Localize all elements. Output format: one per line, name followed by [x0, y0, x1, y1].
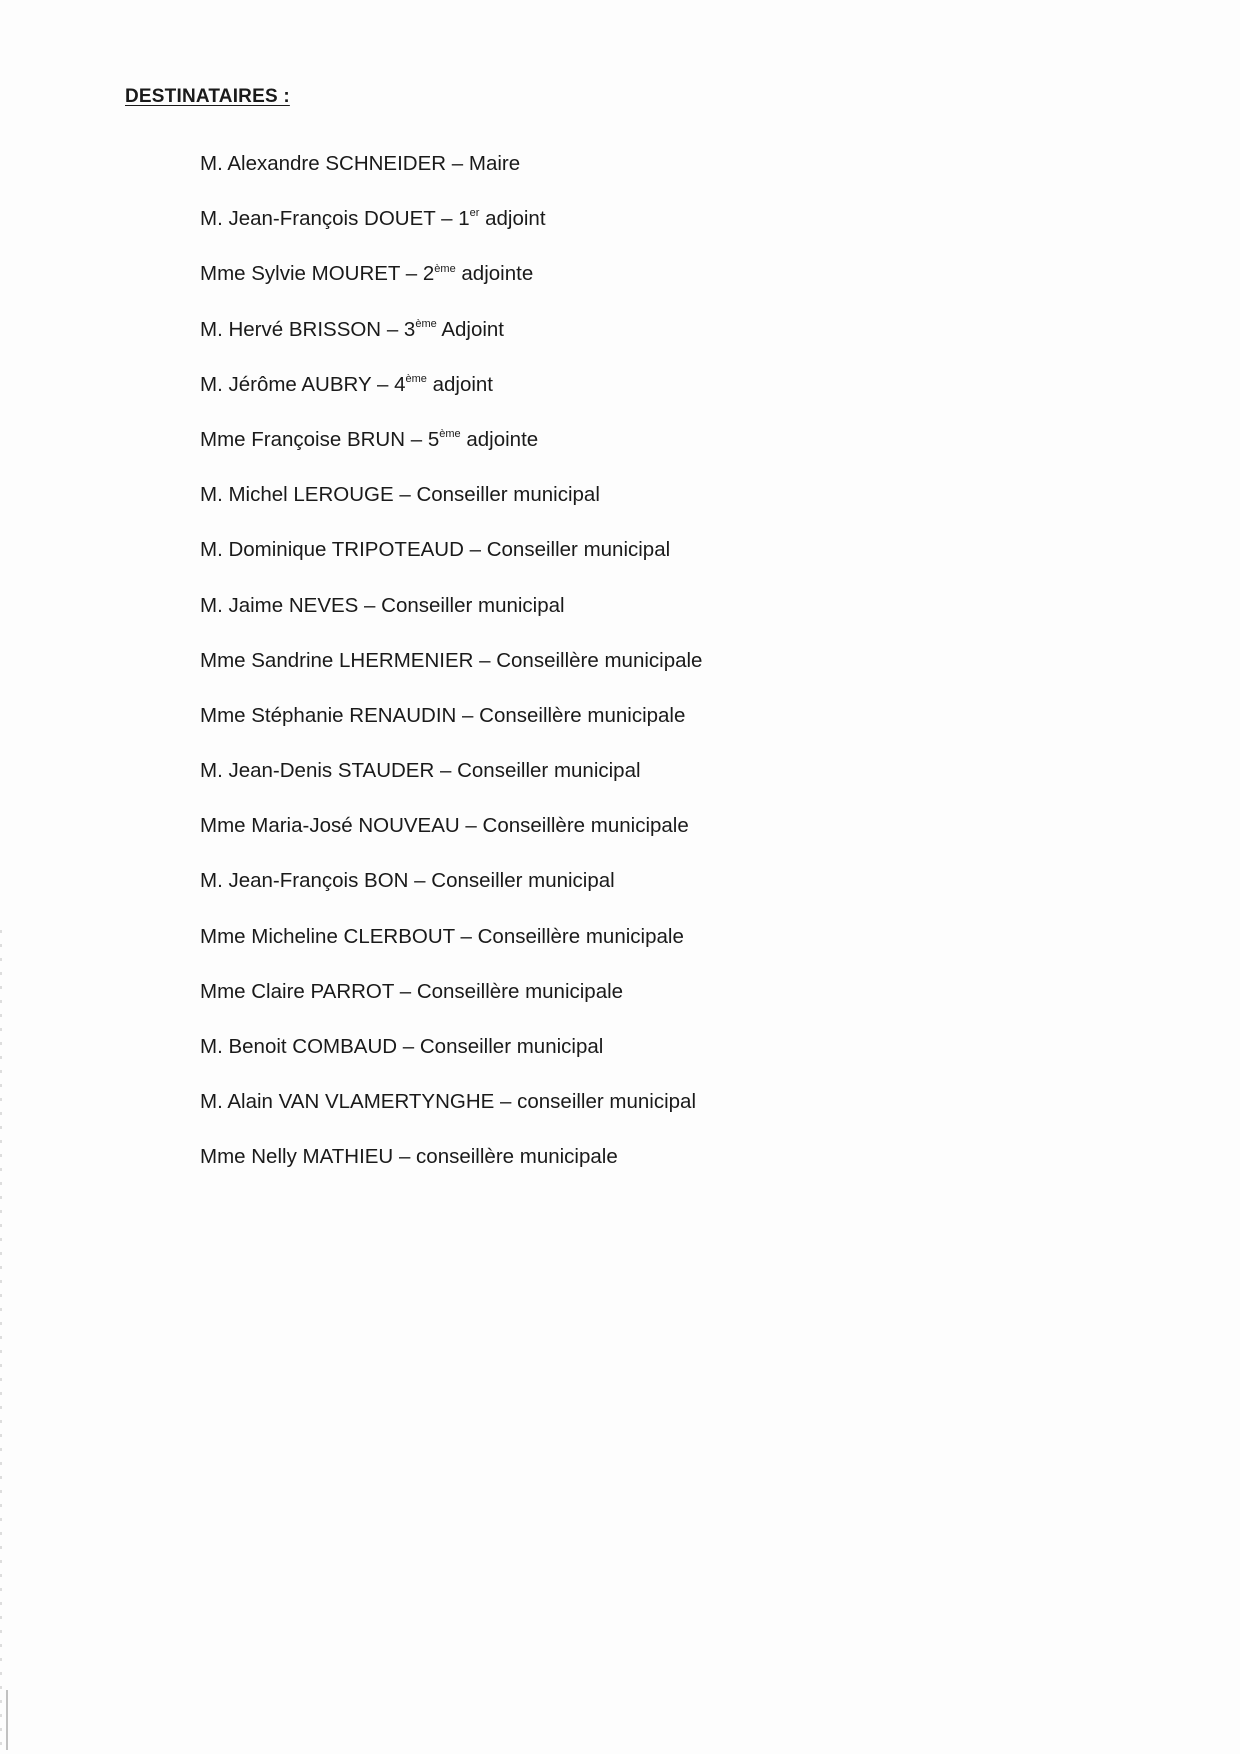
recipient-name: M. Jean-François DOUET — [200, 207, 436, 231]
recipient-name: M. Alain VAN VLAMERTYNGHE — [200, 1090, 495, 1114]
recipients-heading: DESTINATAIRES : — [125, 86, 290, 107]
recipient-name: M. Hervé BRISSON — [200, 317, 382, 341]
list-item: M. Alexandre SCHNEIDER – Maire — [200, 152, 521, 175]
recipient-role: Conseillère municipale — [479, 703, 686, 727]
list-item: Mme Claire PARROT – Conseillère municipale — [200, 979, 624, 1003]
recipient-name: Mme Claire PARROT — [200, 979, 395, 1003]
recipient-name: Mme Stéphanie RENAUDIN — [200, 703, 457, 727]
recipient-name: M. Michel LEROUGE — [200, 483, 394, 507]
recipient-role: Maire — [468, 152, 521, 175]
rank-suffix: ème — [415, 317, 437, 330]
list-item: Mme Maria-José NOUVEAU – Conseillère municipale — [200, 814, 689, 838]
list-item: M. Jaime NEVES – Conseiller municipal — [200, 593, 565, 617]
scan-artifact — [6, 1690, 8, 1750]
recipient-role: Conseiller municipal — [431, 869, 615, 893]
recipient-role: adjointe — [461, 262, 534, 286]
recipient-name: Mme Micheline CLERBOUT — [200, 924, 455, 948]
recipient-list — [200, 151, 702, 1200]
recipient-name: M. Jean-François BON — [200, 869, 409, 893]
recipient-role: adjoint — [485, 207, 546, 231]
recipient-role: Conseillère municipale — [496, 648, 703, 672]
list-item: M. Jean-François BON – Conseiller municipal — [200, 869, 615, 893]
recipient-role: Conseiller municipal — [381, 593, 565, 617]
recipient-rank: 5 — [427, 427, 440, 451]
recipient-role: Conseiller municipal — [457, 759, 641, 783]
list-item: M. Hervé BRISSON – 3ème Adjoint — [200, 317, 504, 341]
recipient-name: Mme Sylvie MOURET — [200, 262, 401, 286]
recipient-role: Conseillère municipale — [416, 979, 624, 1003]
recipient-role: adjoint — [432, 372, 494, 396]
recipient-name: Mme Françoise BRUN — [200, 427, 406, 451]
recipient-rank: 1 — [458, 207, 470, 231]
list-item: M. Jean-Denis STAUDER – Conseiller municipal — [200, 759, 641, 783]
recipient-rank: 3 — [403, 317, 416, 341]
rank-suffix: ème — [434, 262, 456, 275]
list-item: M. Alain VAN VLAMERTYNGHE – conseiller municipal — [200, 1090, 696, 1114]
list-item: M. Jean-François DOUET – 1er adjoint — [200, 207, 546, 231]
recipient-role: Conseiller municipal — [419, 1035, 604, 1058]
recipient-name: M. Jérôme AUBRY — [200, 372, 372, 396]
list-item: Mme Françoise BRUN – 5ème adjointe — [200, 427, 539, 451]
recipient-role: conseiller municipal — [517, 1090, 696, 1114]
recipient-role: Conseiller municipal — [486, 538, 671, 562]
recipient-rank: 4 — [394, 372, 406, 396]
list-item: Mme Micheline CLERBOUT – Conseillère municipale — [200, 924, 684, 948]
recipient-role: Conseillère municipale — [477, 924, 684, 948]
recipient-role: Adjoint — [441, 317, 504, 341]
list-item: Mme Stéphanie RENAUDIN – Conseillère municipale — [200, 703, 686, 727]
recipient-role: adjointe — [466, 427, 539, 451]
list-item: Mme Nelly MATHIEU – conseillère municipale — [200, 1145, 618, 1169]
list-item: Mme Sylvie MOURET – 2ème adjointe — [200, 262, 534, 286]
recipient-name: M. Dominique TRIPOTEAUD — [200, 538, 464, 562]
rank-suffix: er — [469, 207, 480, 220]
list-item: Mme Sandrine LHERMENIER – Conseillère municipale — [200, 648, 703, 672]
recipient-name: Mme Maria-José NOUVEAU — [200, 814, 460, 838]
rank-suffix: ème — [439, 428, 461, 441]
recipient-name: Mme Nelly MATHIEU — [200, 1145, 394, 1169]
recipient-name: M. Jean-Denis STAUDER — [200, 759, 435, 783]
recipient-role: Conseillère municipale — [482, 814, 689, 838]
rank-suffix: ème — [405, 372, 427, 385]
list-item: M. Benoit COMBAUD – Conseiller municipal — [200, 1035, 604, 1058]
recipient-role: Conseiller municipal — [416, 483, 600, 507]
recipient-name: Mme Sandrine LHERMENIER — [200, 648, 474, 672]
recipient-role: conseillère municipale — [416, 1145, 618, 1169]
list-item: M. Michel LEROUGE – Conseiller municipal — [200, 483, 600, 507]
recipient-name: M. Benoit COMBAUD — [200, 1035, 398, 1058]
recipient-name: M. Alexandre SCHNEIDER — [200, 152, 447, 175]
list-item: M. Jérôme AUBRY – 4ème adjoint — [200, 372, 494, 396]
recipient-rank: 2 — [422, 262, 435, 286]
scan-artifact — [0, 930, 2, 1754]
recipient-name: M. Jaime NEVES — [200, 593, 359, 617]
list-item: M. Dominique TRIPOTEAUD – Conseiller municipal — [200, 538, 671, 562]
